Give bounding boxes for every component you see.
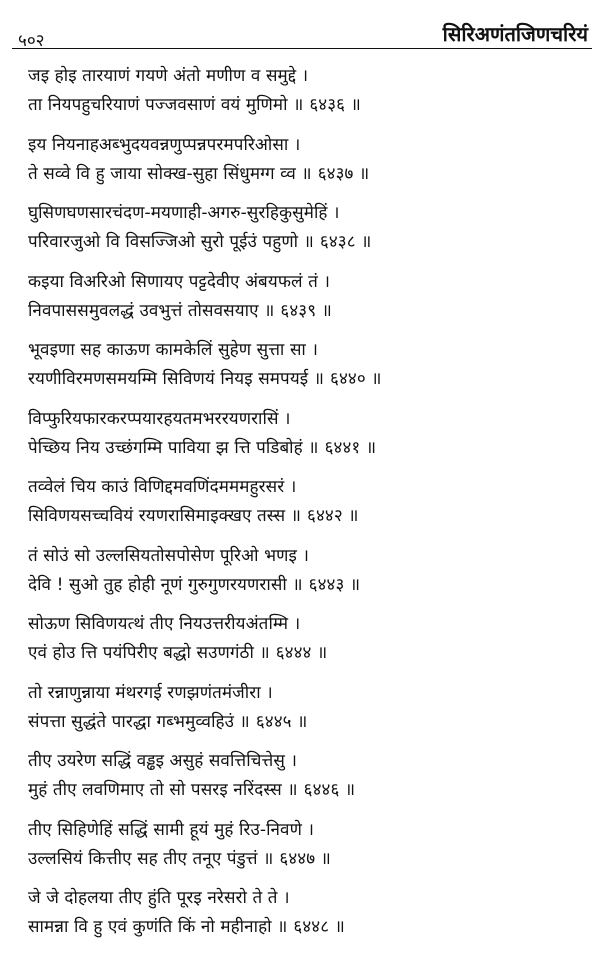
verse-line-1: घुसिणघणसारचंदण-मयणाही-अगरु-सुरहिकुसुमेहिं । xyxy=(28,203,340,223)
verse-number: ६४४० ॥ xyxy=(330,369,382,389)
verse-text: परिवारजुओ वि विसज्जिओ सुरो पूईउं पहुणो ॥ xyxy=(28,232,314,252)
verse-line-1: तीए सिहिणेहिं सद्धिं सामी हूयं मुहं रिउ-निवणे । xyxy=(28,819,315,840)
verse-line-1: तीए उयरेण सद्धिं वड्ढइ असुहं सवत्तिचित्तेसु । xyxy=(28,751,298,771)
verse-number: ६४४६ ॥ xyxy=(303,780,356,800)
page-header xyxy=(0,0,600,50)
verse-line-2 xyxy=(28,160,588,189)
verse-line-1: इय नियनाहअब्भुदयवन्नणुप्पन्नपरमपरिओसा । xyxy=(28,134,301,155)
verse-text: ते सव्वे वि हु जाया सोक्ख-सुहा सिंधुमग्ग व्व ॥ xyxy=(28,163,312,184)
verse-number: ६४४४ ॥ xyxy=(275,643,328,663)
verse-text: उल्लसियं कित्तीए सह तीए तनूए पंडुत्तं ॥ xyxy=(28,848,274,869)
verse-text: संपत्ता सुद्धंते पारद्धा गब्भमुव्वहिउं ॥ xyxy=(28,711,250,732)
verse-line-1: जे जे दोहलया तीए हुंति पूरइ नरेसरो ते ते । xyxy=(28,888,290,908)
verse-number: ६४४७ ॥ xyxy=(279,848,331,869)
verse-line-1: जइ होइ तारयाणं गयणे अंतो मणीण व समुद्दे । xyxy=(28,66,309,86)
verse-number: ६४३६ ॥ xyxy=(309,95,361,115)
verse xyxy=(28,679,588,748)
verse-number: ६४४८ ॥ xyxy=(293,917,345,937)
verse xyxy=(28,199,588,268)
verse-text: पेच्छिय निय उच्छंगम्मि पाविया झ त्ति पडिबोहं ॥ xyxy=(28,437,319,458)
verse-text: ता नियपहुचरियाणं पज्जवसाणं वयं मुणिमो ॥ xyxy=(28,95,304,115)
verse-list xyxy=(28,62,588,953)
verse-text: मुहं तीए लवणिमाए तो सो पसरइ नरिंदस्स ॥ xyxy=(28,780,298,800)
verse xyxy=(28,747,588,816)
verse-line-2 xyxy=(28,91,588,120)
running-title: सिरिअणंतजिणचरियं xyxy=(442,22,588,46)
page-number: ५०२ xyxy=(18,31,45,51)
verse xyxy=(28,816,588,885)
verse xyxy=(28,610,588,679)
verse-line-1: भूवइणा सह काऊण कामकेलिं सुहेण सुत्ता सा । xyxy=(28,340,318,360)
verse xyxy=(28,884,588,953)
verse-text: रयणीविरमणसमयम्मि सिविणयं नियइ समपयई ॥ xyxy=(28,369,325,389)
verse-number: ६४४१ ॥ xyxy=(324,437,377,458)
verse-line-2 xyxy=(28,434,588,463)
verse-text: सामन्ना वि हु एवं कुणंति किं नो महीनाहो ॥ xyxy=(28,917,288,937)
verse-line-2 xyxy=(28,228,588,257)
verse xyxy=(28,542,588,611)
verse-line-2 xyxy=(28,297,588,326)
verse-number: ६४४५ ॥ xyxy=(255,711,308,732)
verse-text: देवि ! सुओ तुह होही नूणं गुरुगुणरयणरासी ॥ xyxy=(28,574,303,595)
verse xyxy=(28,336,588,405)
verse-text: एवं होउ त्ति पयंपिरीए बद्धो सउणगंठी ॥ xyxy=(28,643,270,663)
verse xyxy=(28,62,588,131)
verse-line-2 xyxy=(28,502,588,531)
verse-line-2 xyxy=(28,365,588,394)
verse-line-1: विप्फुरियफारकरप्पयारहयतमभररयणरासिं । xyxy=(28,408,291,429)
verse-line-2 xyxy=(28,639,588,668)
verse-text: सिविणयसच्चवियं रयणरासिमाइक्खए तस्स ॥ xyxy=(28,506,302,526)
verse-number: ६४३८ ॥ xyxy=(319,232,372,252)
verse-line-2 xyxy=(28,571,588,600)
verse-line-1: तो रन्नाणुन्नाया मंथरगई रणझणंतमंजीरा । xyxy=(28,682,273,703)
verse-line-1: तव्वेलं चिय काउं विणिद्दमवणिंदमममहुरसरं । xyxy=(28,477,297,497)
verse xyxy=(28,405,588,474)
verse-number: ६४४२ ॥ xyxy=(307,506,359,526)
verse-line-2 xyxy=(28,776,588,805)
verse-number: ६४४३ ॥ xyxy=(308,574,361,595)
header-rule xyxy=(12,48,592,49)
verse-number: ६४३७ ॥ xyxy=(317,163,370,184)
verse-line-2 xyxy=(28,913,588,942)
verse-line-2 xyxy=(28,708,588,737)
verse-line-1: सोऊण सिविणयत्थं तीए नियउत्तरीयअंतम्मि । xyxy=(28,614,301,634)
verse-text: निवपाससमुवलद्धं उवभुत्तं तोसवसयाए ॥ xyxy=(28,300,275,321)
verse xyxy=(28,268,588,337)
verse-number: ६४३९ ॥ xyxy=(280,300,332,321)
verse xyxy=(28,131,588,200)
verse-line-1: तं सोउं सो उल्लसियतोसपोसेण पूरिओ भणइ । xyxy=(28,545,310,566)
verse xyxy=(28,473,588,542)
verse-line-2 xyxy=(28,845,588,874)
verse-line-1: कइया विअरिओ सिणायए पट्टदेवीए अंबयफलं तं । xyxy=(28,271,331,292)
